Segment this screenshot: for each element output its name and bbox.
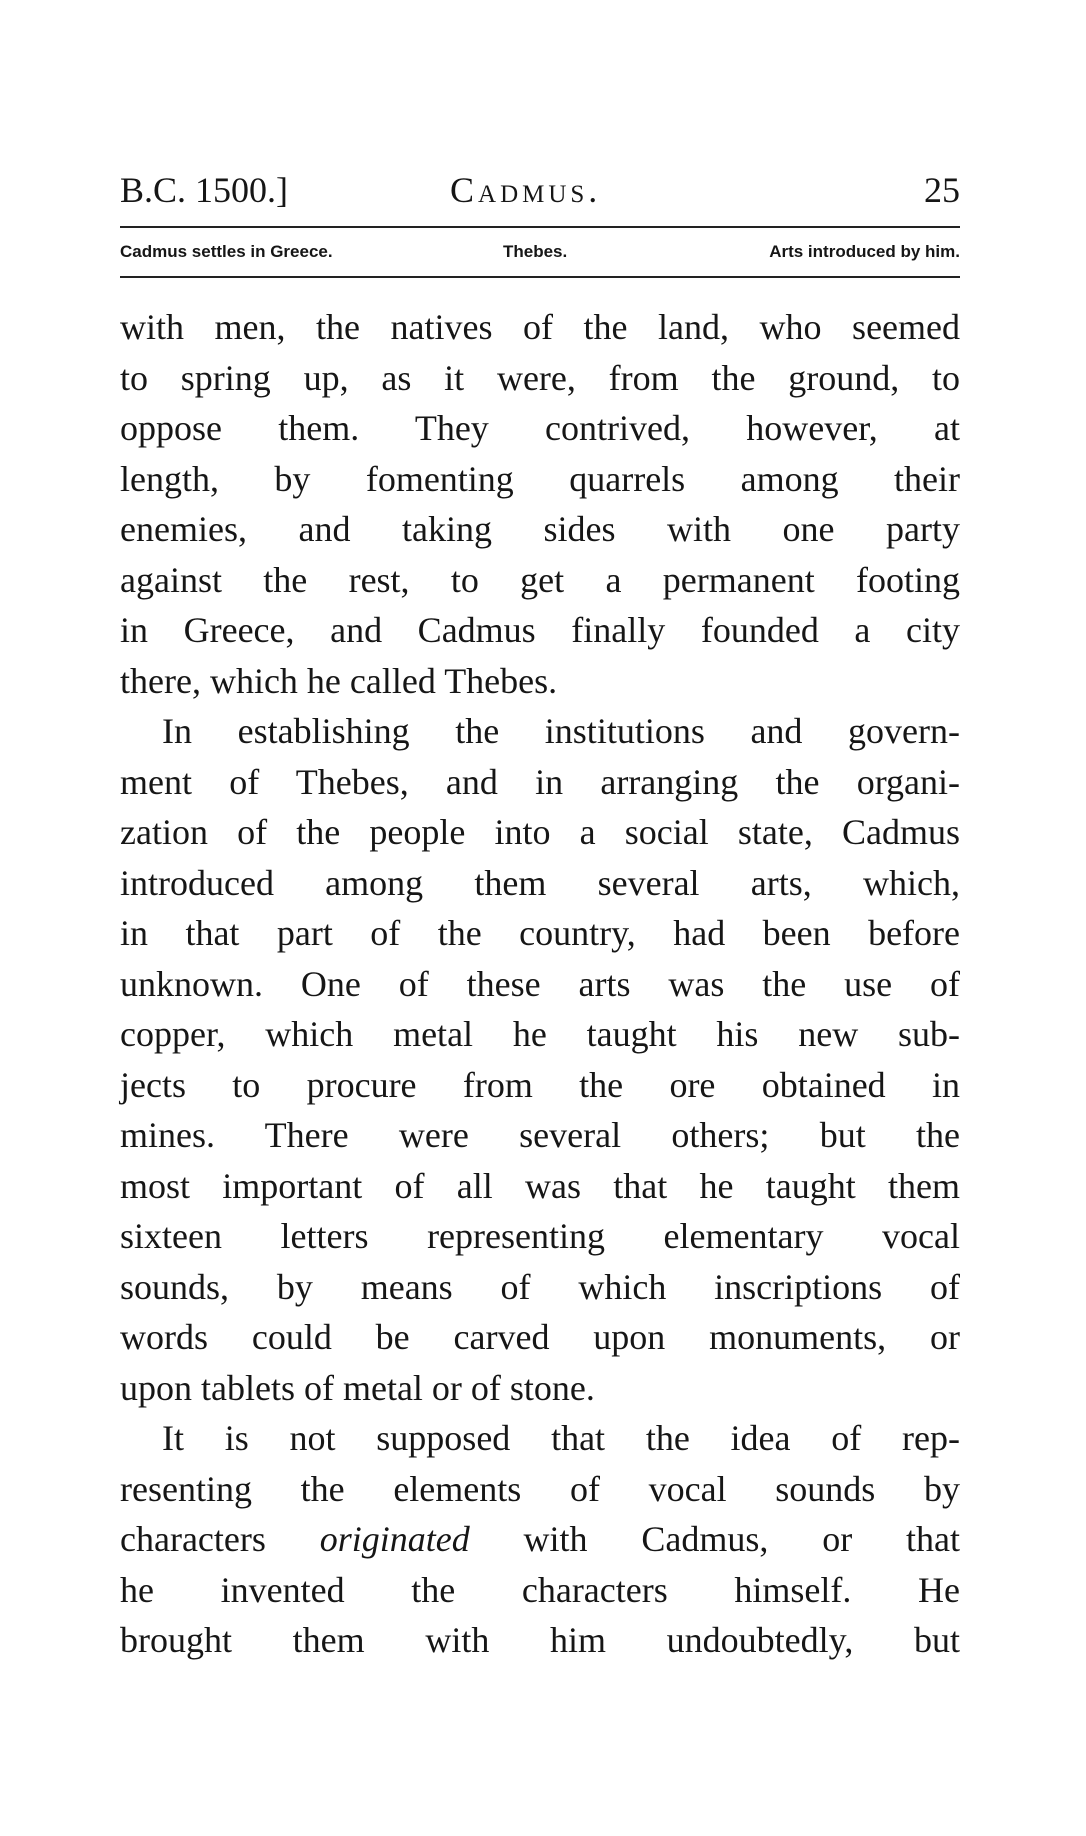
text-fragment: characters	[120, 1519, 266, 1559]
text-line: introduced among them several arts, which,	[120, 862, 960, 903]
text-line: length, by fomenting quarrels among their	[120, 458, 960, 499]
topic-headings	[120, 232, 960, 272]
paragraph-1	[120, 302, 960, 706]
text-line: enemies, and taking sides with one party	[120, 509, 960, 549]
text-line-with-italic	[120, 1514, 960, 1565]
text-line: It is not supposed that the idea of rep-	[162, 1418, 960, 1458]
text-fragment: with Cadmus, or that	[523, 1519, 960, 1559]
text-line: zation of the people into a social state, Cadmus	[120, 812, 960, 852]
text-line: there, which he called Thebes.	[120, 660, 558, 701]
topic-right: Arts introduced by him.	[769, 242, 960, 261]
text-line: sounds, by means of which inscriptions of	[120, 1266, 960, 1307]
header-rule-bottom	[120, 276, 960, 278]
text-line: upon tablets of metal or of stone.	[120, 1367, 595, 1408]
page-number: 25	[924, 170, 960, 210]
text-line: most important of all was that he taught them	[120, 1165, 960, 1206]
text-line: sixteen letters representing elementary vocal	[120, 1216, 960, 1256]
text-line: mines. There were several others; but the	[120, 1115, 960, 1155]
text-line: copper, which metal he taught his new sub-	[120, 1014, 960, 1054]
text-line: with men, the natives of the land, who seemed	[120, 307, 960, 347]
text-line: In establishing the institutions and govern-	[162, 711, 960, 751]
header-date: B.C. 1500.]	[120, 170, 289, 210]
header-rule-top	[120, 226, 960, 228]
text-line: he invented the characters himself. He	[120, 1569, 960, 1610]
running-head	[120, 160, 960, 220]
topic-left: Cadmus settles in Greece.	[120, 242, 333, 261]
text-line: to spring up, as it were, from the ground, to	[120, 357, 960, 398]
text-line: words could be carved upon monuments, or	[120, 1317, 960, 1357]
text-line: brought them with him undoubtedly, but	[120, 1620, 960, 1660]
text-line: oppose them. They contrived, however, at	[120, 408, 960, 448]
body-text	[120, 302, 960, 1666]
text-line: jects to procure from the ore obtained in	[120, 1064, 960, 1105]
text-line: in that part of the country, had been before	[120, 913, 960, 953]
text-line: against the rest, to get a permanent footing	[120, 559, 960, 600]
text-line: in Greece, and Cadmus finally founded a city	[120, 610, 960, 650]
text-line: ment of Thebes, and in arranging the organi-	[120, 761, 960, 802]
text-line: unknown. One of these arts was the use of	[120, 963, 960, 1004]
header-title: Cadmus.	[450, 170, 602, 210]
text-line: resenting the elements of vocal sounds by	[120, 1468, 960, 1509]
topic-center: Thebes.	[503, 242, 568, 261]
italic-word: originated	[319, 1519, 470, 1559]
paragraph-2	[120, 706, 960, 1413]
paragraph-3	[120, 1413, 960, 1666]
